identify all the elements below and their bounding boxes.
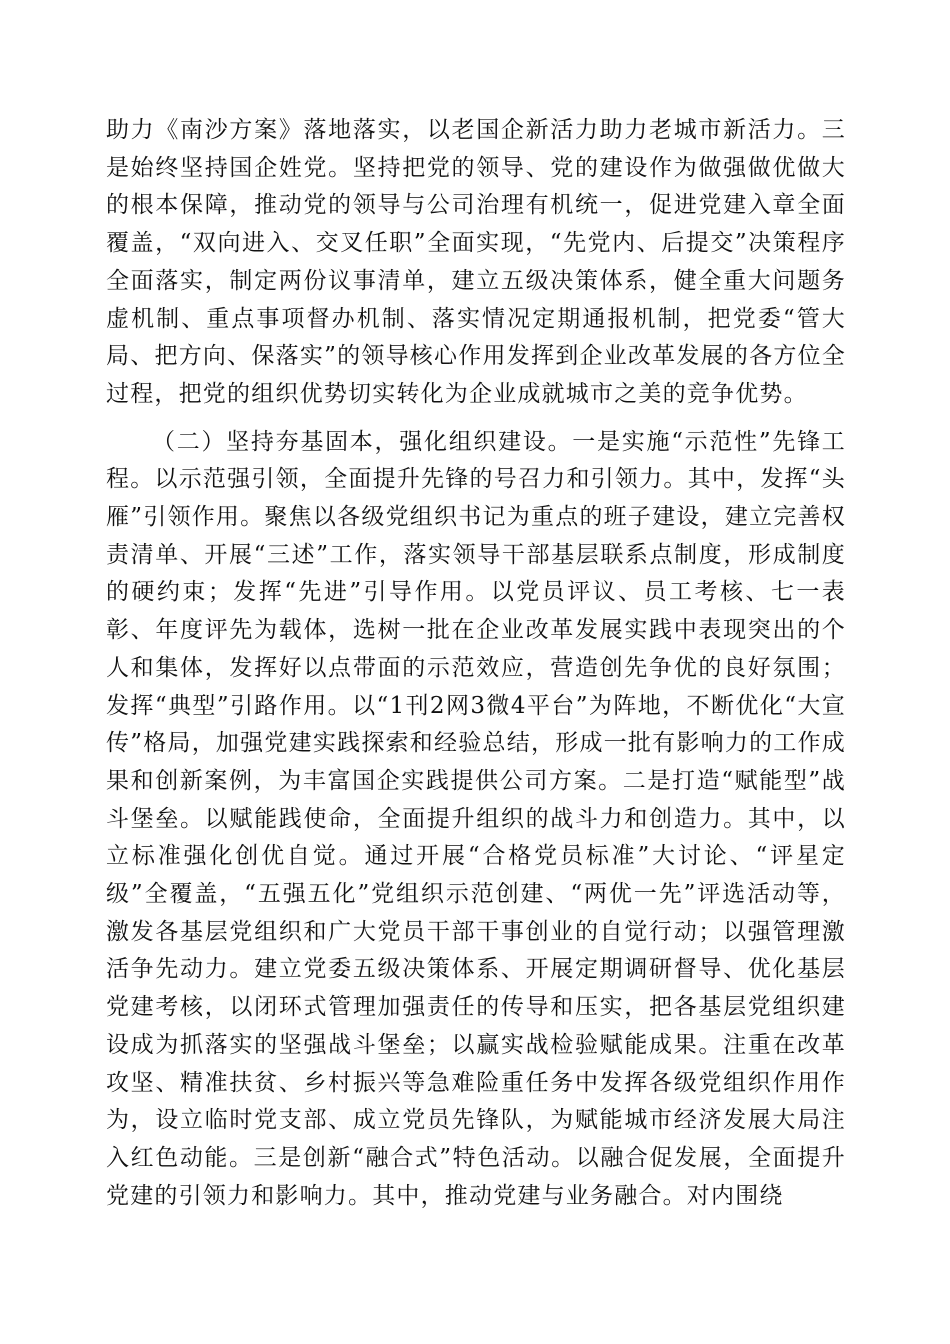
paragraph-state-owned-enterprise-party: 助力《南沙方案》落地落实，以老国企新活力助力老城市新活力。三是始终坚持国企姓党。坚持把党的领导、党的建设作为做强做优做大的根本保障，推动党的领导与公司治理有机统一，促进党建入章全面覆盖，“双向进入、交叉任职”全面实现，“先党内、后提交”决策程序全面落实，制定两份议事清单，建立五级决策体系，健全重大问题务虚机制、重点事项督办机制、落实情况定期通报机制，把党委“管大局、把方向、保落实”的领导核心作用发挥到企业改革发展的各方位全过程，把党的组织优势切实转化为企业成就城市之美的竞争优势。 <box>106 117 846 407</box>
document-page <box>106 112 846 1215</box>
paragraph-organization-building: （二）坚持夯基固本，强化组织建设。一是实施“示范性”先锋工程。以示范强引领，全面提升先锋的号召力和引领力。其中，发挥“头雁”引领作用。聚焦以各级党组织书记为重点的班子建设，建立完善权责清单、开展“三述”工作，落实领导干部基层联系点制度，形成制度的硬约束；发挥“先进”引导作用。以党员评议、员工考核、七一表彰、年度评先为载体，选树一批在企业改革发展实践中表现突出的个人和集体，发挥好以点带面的示范效应，营造创先争优的良好氛围；发挥“典型”引路作用。以“1刊2网3微4平台”为阵地，不断优化“大宣传”格局，加强党建实践探索和经验总结，形成一批有影响力的工作成果和创新案例，为丰富国企实践提供公司方案。二是打造“赋能型”战斗堡垒。以赋能践使命，全面提升组织的战斗力和创造力。其中，以立标准强化创优自觉。通过开展“合格党员标准”大讨论、“评星定级”全覆盖，“五强五化”党组织示范创建、“两优一先”评选活动等，激发各基层党组织和广大党员干部干事创业的自觉行动；以强管理激活争先动力。建立党委五级决策体系、开展定期调研督导、优化基层党建考核，以闭环式管理加强责任的传导和压实，把各基层党组织建设成为抓落实的坚强战斗堡垒；以赢实战检验赋能成果。注重在改革攻坚、精准扶贫、乡村振兴等急难险重任务中发挥各级党组织作用作为，设立临时党支部、成立党员先锋队，为赋能城市经济发展大局注入红色动能。三是创新“融合式”特色活动。以融合促发展，全面提升党建的引领力和影响力。其中，推动党建与业务融合。对内围绕 <box>106 428 846 1209</box>
paragraph-spacer <box>106 414 846 424</box>
